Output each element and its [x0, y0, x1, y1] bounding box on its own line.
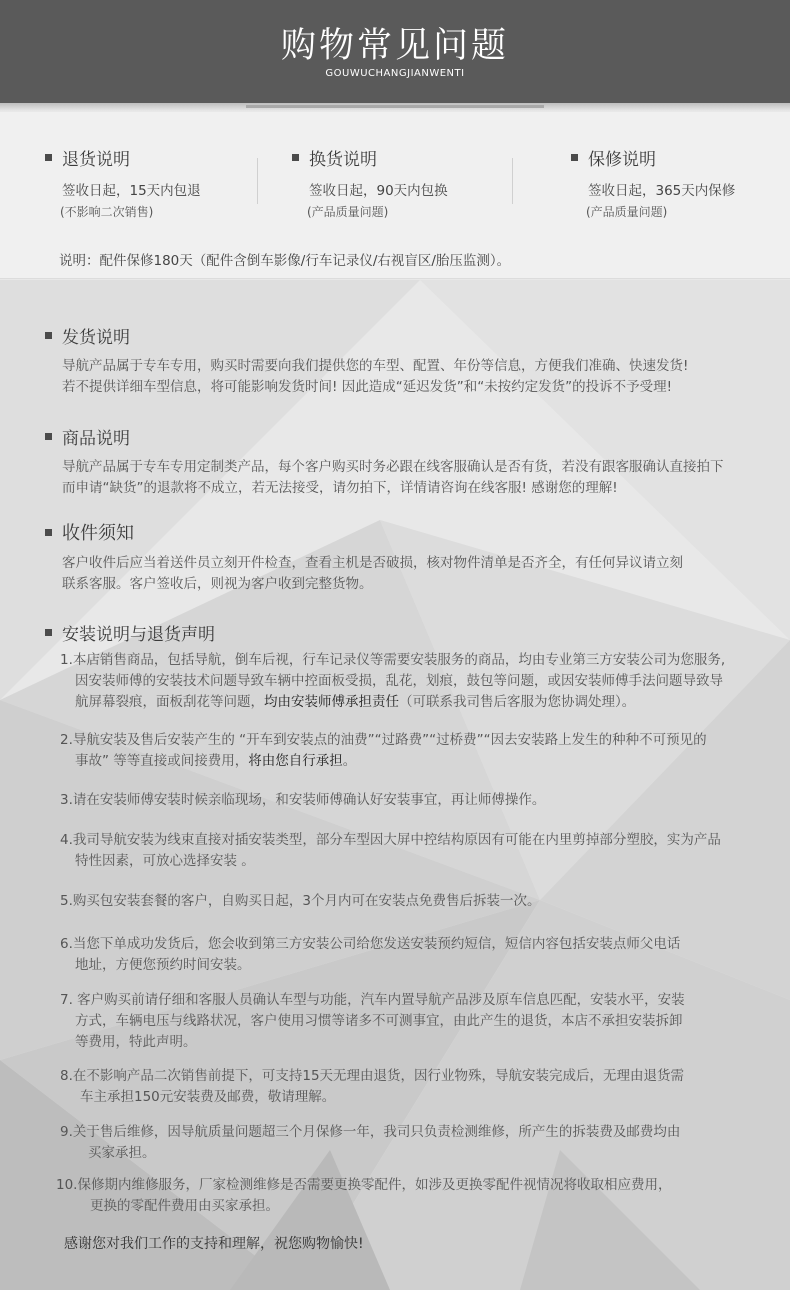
install-item-9-line-1: 9.关于售后维修，因导航质量问题超三个月保修一年，我司只负责检测维修，所产生的拆装费及邮费均由	[60, 1124, 681, 1140]
exchange-policy-title: 换货说明	[309, 150, 377, 170]
install-item-4-line-1: 4.我司导航安装为线束直接对插安装类型，部分车型因大屏中控结构原因有可能在内里剪掉部分塑胶，实为产品	[60, 832, 721, 848]
shipping-line-1: 导航产品属于专车专用，购买时需要向我们提供您的车型、配置、年份等信息，方便我们准确、快速发货!	[62, 358, 689, 374]
thanks-message: 感谢您对我们工作的支持和理解，祝您购物愉快!	[64, 1236, 364, 1252]
install-item-1-emphasis: 均由安装师傅承担责任	[264, 694, 399, 710]
bullet-icon	[45, 154, 52, 161]
install-item-7-line-2: 方式，车辆电压与线路状况，客户使用习惯等诸多不可测事宜，由此产生的退货，本店不承担安装拆卸	[75, 1013, 683, 1029]
install-item-7-line-1: 7. 客户购买前请仔细和客服人员确认车型与功能，汽车内置导航产品涉及原车信息匹配，安装水平，安装	[60, 992, 685, 1008]
install-item-4	[60, 830, 721, 872]
exchange-policy-term: 签收日起，90天内包换	[309, 183, 448, 199]
product-line-1: 导航产品属于专车专用定制类产品，每个客户购买时务必跟在线客服确认是否有货，若没有跟客服确认直接拍下	[62, 459, 724, 475]
return-policy-condition: (不影响二次销售)	[60, 205, 154, 219]
install-item-2-line-2	[60, 751, 707, 772]
install-item-2-emphasis: 将由您自行承担	[248, 753, 343, 769]
return-policy-title: 退货说明	[62, 150, 130, 170]
install-item-8-line-2: 车主承担150元安装费及邮费，敬请理解。	[80, 1089, 336, 1105]
accessory-warranty-note: 说明：配件保修180天（配件含倒车影像/行车记录仪/右视盲区/胎压监测）。	[59, 253, 511, 269]
install-item-7-line-3: 等费用，特此声明。	[75, 1034, 197, 1050]
receiving-line-2: 联系客服。客户签收后，则视为客户收到完整货物。	[62, 576, 373, 592]
column-divider	[257, 158, 258, 204]
install-item-1	[60, 650, 725, 713]
warranty-policy-term: 签收日起，365天内保修	[588, 183, 736, 199]
install-item-8-line-1: 8.在不影响产品二次销售前提下，可支持15天无理由退货，因行业物殊，导航安装完成后，无理由退货需	[60, 1068, 685, 1084]
install-item-5-line-1: 5.购买包安装套餐的客户，自购买日起，3个月内可在安装点免费售后拆装一次。	[60, 893, 541, 909]
page-title: 购物常见问题	[280, 26, 509, 66]
shipping-title: 发货说明	[62, 328, 130, 348]
bullet-icon	[45, 332, 52, 339]
install-item-4-line-2: 特性因素，可放心选择安装 。	[75, 853, 255, 869]
install-title: 安装说明与退货声明	[62, 625, 215, 645]
install-item-10	[56, 1175, 671, 1217]
install-section	[45, 620, 775, 645]
receiving-line-1: 客户收件后应当着送件员立刻开件检查，查看主机是否破损，核对物件清单是否齐全，有任何异议请立刻	[62, 555, 683, 571]
install-item-10-line-2: 更换的零配件费用由买家承担。	[90, 1198, 279, 1214]
bullet-icon	[571, 154, 578, 161]
install-item-1-line-2: 因安装师傅的安装技术问题导致车辆中控面板受损，乱花，划痕，鼓包等问题，或因安装师傅手法问题导致导	[75, 673, 723, 689]
exchange-policy	[292, 145, 448, 220]
bullet-icon	[292, 154, 299, 161]
install-item-2	[60, 730, 707, 772]
install-item-2-end: 。	[342, 753, 357, 769]
install-item-1-line-3	[60, 692, 725, 713]
warranty-policy-title: 保修说明	[588, 150, 656, 170]
install-item-2-line-1: 2.导航安装及售后安装产生的 “开车到安装点的油费”“过路费”“过桥费”“因去安装路上发生的种种不可预见的	[60, 732, 707, 748]
install-item-6	[60, 934, 680, 976]
install-item-3	[60, 790, 545, 811]
install-item-9-line-2: 买家承担。	[88, 1145, 156, 1161]
bullet-icon	[45, 433, 52, 440]
warranty-policy-condition: (产品质量问题)	[586, 205, 668, 219]
shipping-line-2: 若不提供详细车型信息，将可能影响发货时间! 因此造成“延迟发货”和“未按约定发货”的投诉不予受理!	[62, 379, 673, 395]
bullet-icon	[45, 529, 52, 536]
install-item-1-text: 航屏幕裂痕，面板刮花等问题，	[75, 694, 264, 710]
install-item-2-text: 事故” 等等直接或间接费用，	[75, 753, 249, 769]
page-subtitle: GOUWUCHANGJIANWENTI	[325, 68, 465, 79]
install-item-7	[60, 990, 685, 1053]
product-title: 商品说明	[62, 429, 130, 449]
install-item-8	[60, 1066, 684, 1108]
column-divider	[512, 158, 513, 204]
product-line-2: 而申请“缺货”的退款将不成立，若无法接受，请勿拍下，详情请咨询在线客服! 感谢您的理解!	[62, 480, 618, 496]
receiving-section	[45, 519, 775, 595]
exchange-policy-condition: (产品质量问题)	[307, 205, 389, 219]
install-item-3-line-1: 3.请在安装师傅安装时候亲临现场，和安装师傅确认好安装事宜，再让师傅操作。	[60, 792, 546, 808]
install-item-9	[60, 1122, 680, 1164]
product-section	[45, 424, 775, 499]
install-item-10-line-1: 10.保修期内维修服务，厂家检测维修是否需要更换零配件，如涉及更换零配件视情况将收取相应费用，	[56, 1177, 672, 1193]
shipping-section	[45, 323, 775, 398]
install-item-1-note: （可联系我司售后客服为您协调处理）。	[399, 694, 636, 710]
return-policy	[45, 145, 201, 220]
bullet-icon	[45, 629, 52, 636]
install-item-6-line-2: 地址，方便您预约时间安装。	[75, 957, 251, 973]
install-item-5	[60, 891, 540, 912]
install-item-6-line-1: 6.当您下单成功发货后，您会收到第三方安装公司给您发送安装预约短信，短信内容包括安装点师父电话	[60, 936, 681, 952]
return-policy-term: 签收日起，15天内包退	[62, 183, 201, 199]
receiving-title: 收件须知	[62, 523, 134, 544]
install-item-1-line-1: 1.本店销售商品，包括导航，倒车后视，行车记录仪等需要安装服务的商品，均由专业第三方安装公司为您服务,	[60, 652, 726, 668]
warranty-policy	[571, 145, 735, 220]
